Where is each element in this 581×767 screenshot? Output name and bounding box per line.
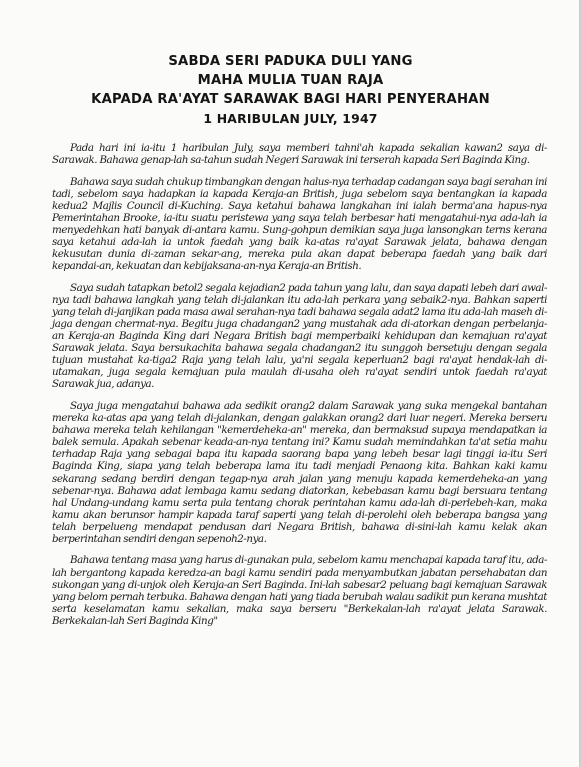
- heading-line-1: SABDA SERI PADUKA DULI YANG: [168, 54, 413, 69]
- paragraph-2: Bahawa saya sudah chukup timbangkan dengan halus-nya terhadap cadangan saya bagi serahan ini tadi, sebelom saya hadapkan ia kapada Keraja-an British, juga sebelom saya bentangkan ia kapada kedua2 Majlis Council di-Kuching. Saya ketahui bahawa langkahan ini ialah berma'ana hapus-nya Pemerintahan Brooke, ia-itu suatu peristewa yang saya telah berbesar hati mengatahui-nya ada-lah ia menyedehkan hati banyak di-antara kamu. Sung-gohpun demikian saya juga lansongkan terns kerana saya ketahui ada-lah ia untok faedah yang baik ka-atas ra'ayat Sarawak jelata, bahawa dengan kekusutan dunia di-zaman sekar-ang, mereka pula akan dapat beberapa faedah yang baik dari kepandai-an, kekuatan dan kebijaksana-an-nya Keraja-an British.: [52, 175, 547, 273]
- paragraph-3: Saya sudah tatapkan betol2 segala kejadian2 pada tahun yang lalu, dan saya dapati lebeh dari awal-nya tadi bahawa langkah yang telah di-jalankan itu ada-lah perkara yang sebaik2-nya. Bahkan saperti yang telah di-janjikan pada masa awal serahan-nya tadi bahawa segala adat2 lama itu ada-lah maseh di-jaga dengan chermat-nya. Begitu juga chadangan2 yang mustahak ada di-atorkan dengan perbelanja-an Keraja-an Baginda King dari Negara British bagi memperbaiki kehidupan dan kemajuan ra'ayat Sarawak jelata. Saya bersukachita bahawa segala chadangan2 itu sunggoh bersetuju dengan segala tujuan mustahat ka-tiga2 Raja yang telah lalu, ya'ni segala keperluan2 bagi ra'ayat hendak-lah di-utamakan, juga segala kemajuan pula maulah di-usaha oleh ra'ayat sendiri untok faedah ra'ayat Sarawak jua, adanya.: [52, 281, 547, 391]
- heading-date: 1 HARIBULAN JULY, 1947: [203, 111, 378, 126]
- heading-line-3: KAPADA RA'AYAT SARAWAK BAGI HARI PENYERAHAN: [91, 92, 490, 107]
- paragraph-4: Saya juga mengatahui bahawa ada sedikit orang2 dalam Sarawak yang suka mengekal bantahan mereka ka-atas apa yang telah di-jalankan, dengan galakkan orang2 dari luar negeri. Mereka berseru bahawa mereka telah kehilangan "kemerdeheka-an" mereka, dan bermaksud supaya mendapatkan ia balek semula. Apakah sebenar keada-an-nya tentang ini? Kamu sudah memindahkan ta'at setia mahu terhadap Raja yang sebagai bapa itu kapada saorang bapa yang lebeh besar lagi tinggi ia-itu Seri Baginda King, siapa yang telah beberapa lama itu tadi menjadi Penaong kita. Bahkan kaki kamu sekarang sedang berdiri dengan tegap-nya arah jalan yang menuju kapada kemerdeheka-an yang sebenar-nya. Bahawa adat lembaga kamu sedang diatorkan, kebebasan kamu bagi bersuara tentang hal Undang-undang kamu serta pula tentang chorak perintahan kamu ada-lah di-perlebeh-kan, maka kamu akan berunsor hampir kapada taraf saperti yang telah di-perolehi oleh beberapa bangsa yang telah berpelueng mendapat pendusan dari Negara British, bahawa di-sini-lah kamu kelak akan berperintahan sendiri dengan sepenoh2-nya.: [52, 399, 547, 545]
- paragraph-5: Bahawa tentang masa yang harus di-gunakan pula, sebelom kamu menchapai kapada taraf itu, ada-lah bergantong kapada keredza-an bagi kamu sendiri pada menyambutkan jabatan persehabatan dan sukongan yang di-unjok oleh Keraja-an Seri Baginda. Ini-lah sabesar2 peluang bagi kemajuan Sarawak yang belom pernah terbuka. Bahawa dengan hati yang tiada berubah walau sadikit pun kerana mushtat serta keselamatan kamu sekalian, maka saya berseru "Berkekalan-lah ra'ayat jelata Sarawak. Berkekalan-lah Seri Baginda King": [52, 554, 547, 627]
- speech-body: [52, 142, 547, 636]
- heading-line-2: MAHA MULIA TUAN RAJA: [197, 73, 384, 88]
- paragraph-1: Pada hari ini ia-itu 1 haribulan July, saya memberi tahni'ah kapada sekalian kawan2 saya di-Sarawak. Bahawa genap-lah sa-tahun sudah Negeri Sarawak ini terserah kapada Seri Baginda King.: [52, 142, 547, 167]
- speech-heading: [0, 52, 581, 128]
